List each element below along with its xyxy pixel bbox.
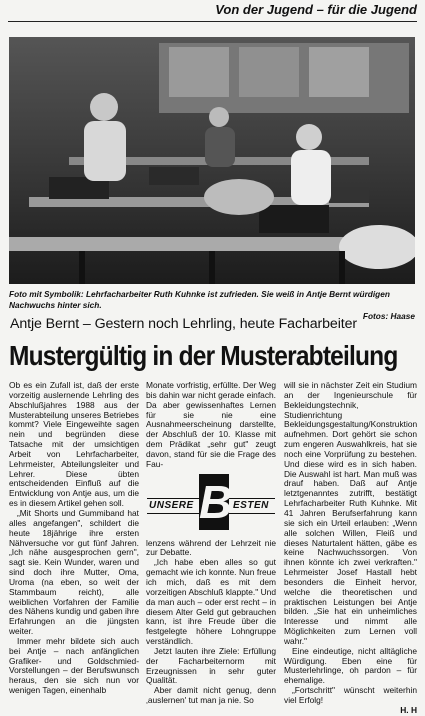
- logo-word-right: ESTEN: [233, 499, 269, 511]
- paragraph: Aber damit nicht genug, denn ‚auslernen' tut man ja nie. So: [146, 685, 276, 706]
- author-signature: H. H: [400, 704, 417, 715]
- paragraph: Jetzt lauten ihre Ziele: Erfüllung der Facharbeiternorm mit Erzeugnissen in sehr guter Qualität.: [146, 645, 276, 686]
- logo-letter-b: B: [199, 475, 233, 528]
- section-title: Von der Jugend – für die Jugend: [215, 2, 417, 17]
- paragraph: will sie in nächster Zeit ein Studium an der Ingenieurschule für Bekleidungstechnik, Studienrichtung Bekleidungsgestaltung/Konstruktion aufnehmen. Dort gehört sie schon zum engeren Auswahlkreis, hat sie noch eine Vorprüfung zu bestehen. Und diese wird es in sich haben. Die Auswahl ist hart. Man muß was drauf haben. Daß auf Antje letztgenanntes zutrifft, bestätigt Lehrfacharbeiter Ruth Kuhnke. Mit 41 Jahren Berufserfahrung kann sie sich ein Urteil erlauben: „Wenn alle solchen Willen, Fleiß und dieses Naturtalent hätten, gäbe es keine Nachwuchssorgen. Von ihnen könnte ich zwei verkraften." Lehrmeister Josef Hastall hebt besonders die Einheit hervor, welche die theoretischen und praktischen Leistungen bei Antje bilden. „Sie hat ein unheimliches Interesse und nimmt alle Möglichkeiten zum Lernen voll wahr.": [284, 380, 418, 646]
- paragraph: „Mit Shorts und Gummiband hat alles angefangen", schildert die heute 18jährige ihre ersten Nähversuche vor gut fünf Jahren. „Ich nähe ausgesprochen gern", sagt sie. Kein Wunder, waren und sind doch ihre Mutter, Oma, Uroma (na eben, so weit der Stammbaum reicht), alle weiblichen Vorfahren der Familie des Nähens kundig und gaben ihre Erfahrungen an die jüngsten weiter.: [9, 507, 139, 637]
- unsere-besten-logo: [147, 474, 275, 534]
- article-headline: Mustergültig in der Musterabteilung: [9, 341, 398, 373]
- header-rule: [8, 21, 417, 22]
- column-2: [146, 381, 276, 706]
- paragraph: „Fortschritt" wünscht weiterhin viel Erfolg!: [284, 685, 417, 705]
- column-3: [284, 381, 417, 716]
- logo-word-left: UNSERE: [149, 499, 194, 511]
- paragraph: Ob es ein Zufall ist, daß der erste vorzeitig auslernende Lehrling des Abschlußjahres 1988 aus der Musterabteilung unseres Betriebes kommt? Viele Eingeweihte sagen nein und begründen diese Tatsache mit der umsichtigen Arbeit von Lehrfacharbeiter, Lehrmeister, Abteilungsleiter und Lehrer. Diese übten entscheidenden Einfluß auf die Entwicklung von Antje aus, um die es in diesem Artikel gehen soll.: [9, 380, 139, 509]
- paragraph: „Ich habe eben alles so gut gemacht wie ich konnte. Nun freue ich mich, daß es mit dem vorzeitigen Abschluß klappte." Und da man auch – oder erst recht – in diesem Alter Geld gut gebrauchen kann, ist ihre Freude über die festgelegte höhere Lohngruppe verständlich.: [146, 557, 276, 647]
- paragraph: Immer mehr bildete sich auch bei Antje – nach anfänglichen Grafiker- und Goldschmied-Vorstellungen – der Berufswunsch heraus, den sie sich nun vor wenigen Tagen, einenhalb: [9, 635, 139, 696]
- page-header: [0, 0, 425, 22]
- column-1: [9, 381, 139, 696]
- photo-credit: Fotos: Haase: [362, 311, 415, 321]
- paragraph: lenzens während der Lehrzeit nie zur Debatte.: [146, 537, 276, 558]
- photo-caption: Foto mit Symbolik: Lehrfacharbeiter Ruth Kuhnke ist zufrieden. Sie weiß in Antje Bernt würdigen Nachwuchs hinter sich.: [9, 289, 390, 310]
- paragraph: Eine eindeutige, nicht alltägliche Würdigung. Eben eine für Musterlehrlinge, oh pardon – für ehemalige.: [284, 645, 417, 686]
- paragraph: Monate vorfristig, erfüllte. Der Weg bis dahin war nicht gerade einfach. Da aber gewissenhaftes Lernen für sie nie eine Ausnahmeerscheinung darstellte, der Abschluß der 10. Klasse mit dem Prädikat „sehr gut" zeugt davon, stand für sie die Frage des Fau-: [146, 380, 276, 469]
- article-photo: [9, 37, 415, 284]
- article-body: [9, 380, 418, 715]
- article-subheadline: Antje Bernt – Gestern noch Lehrling, heute Facharbeiter: [10, 316, 358, 332]
